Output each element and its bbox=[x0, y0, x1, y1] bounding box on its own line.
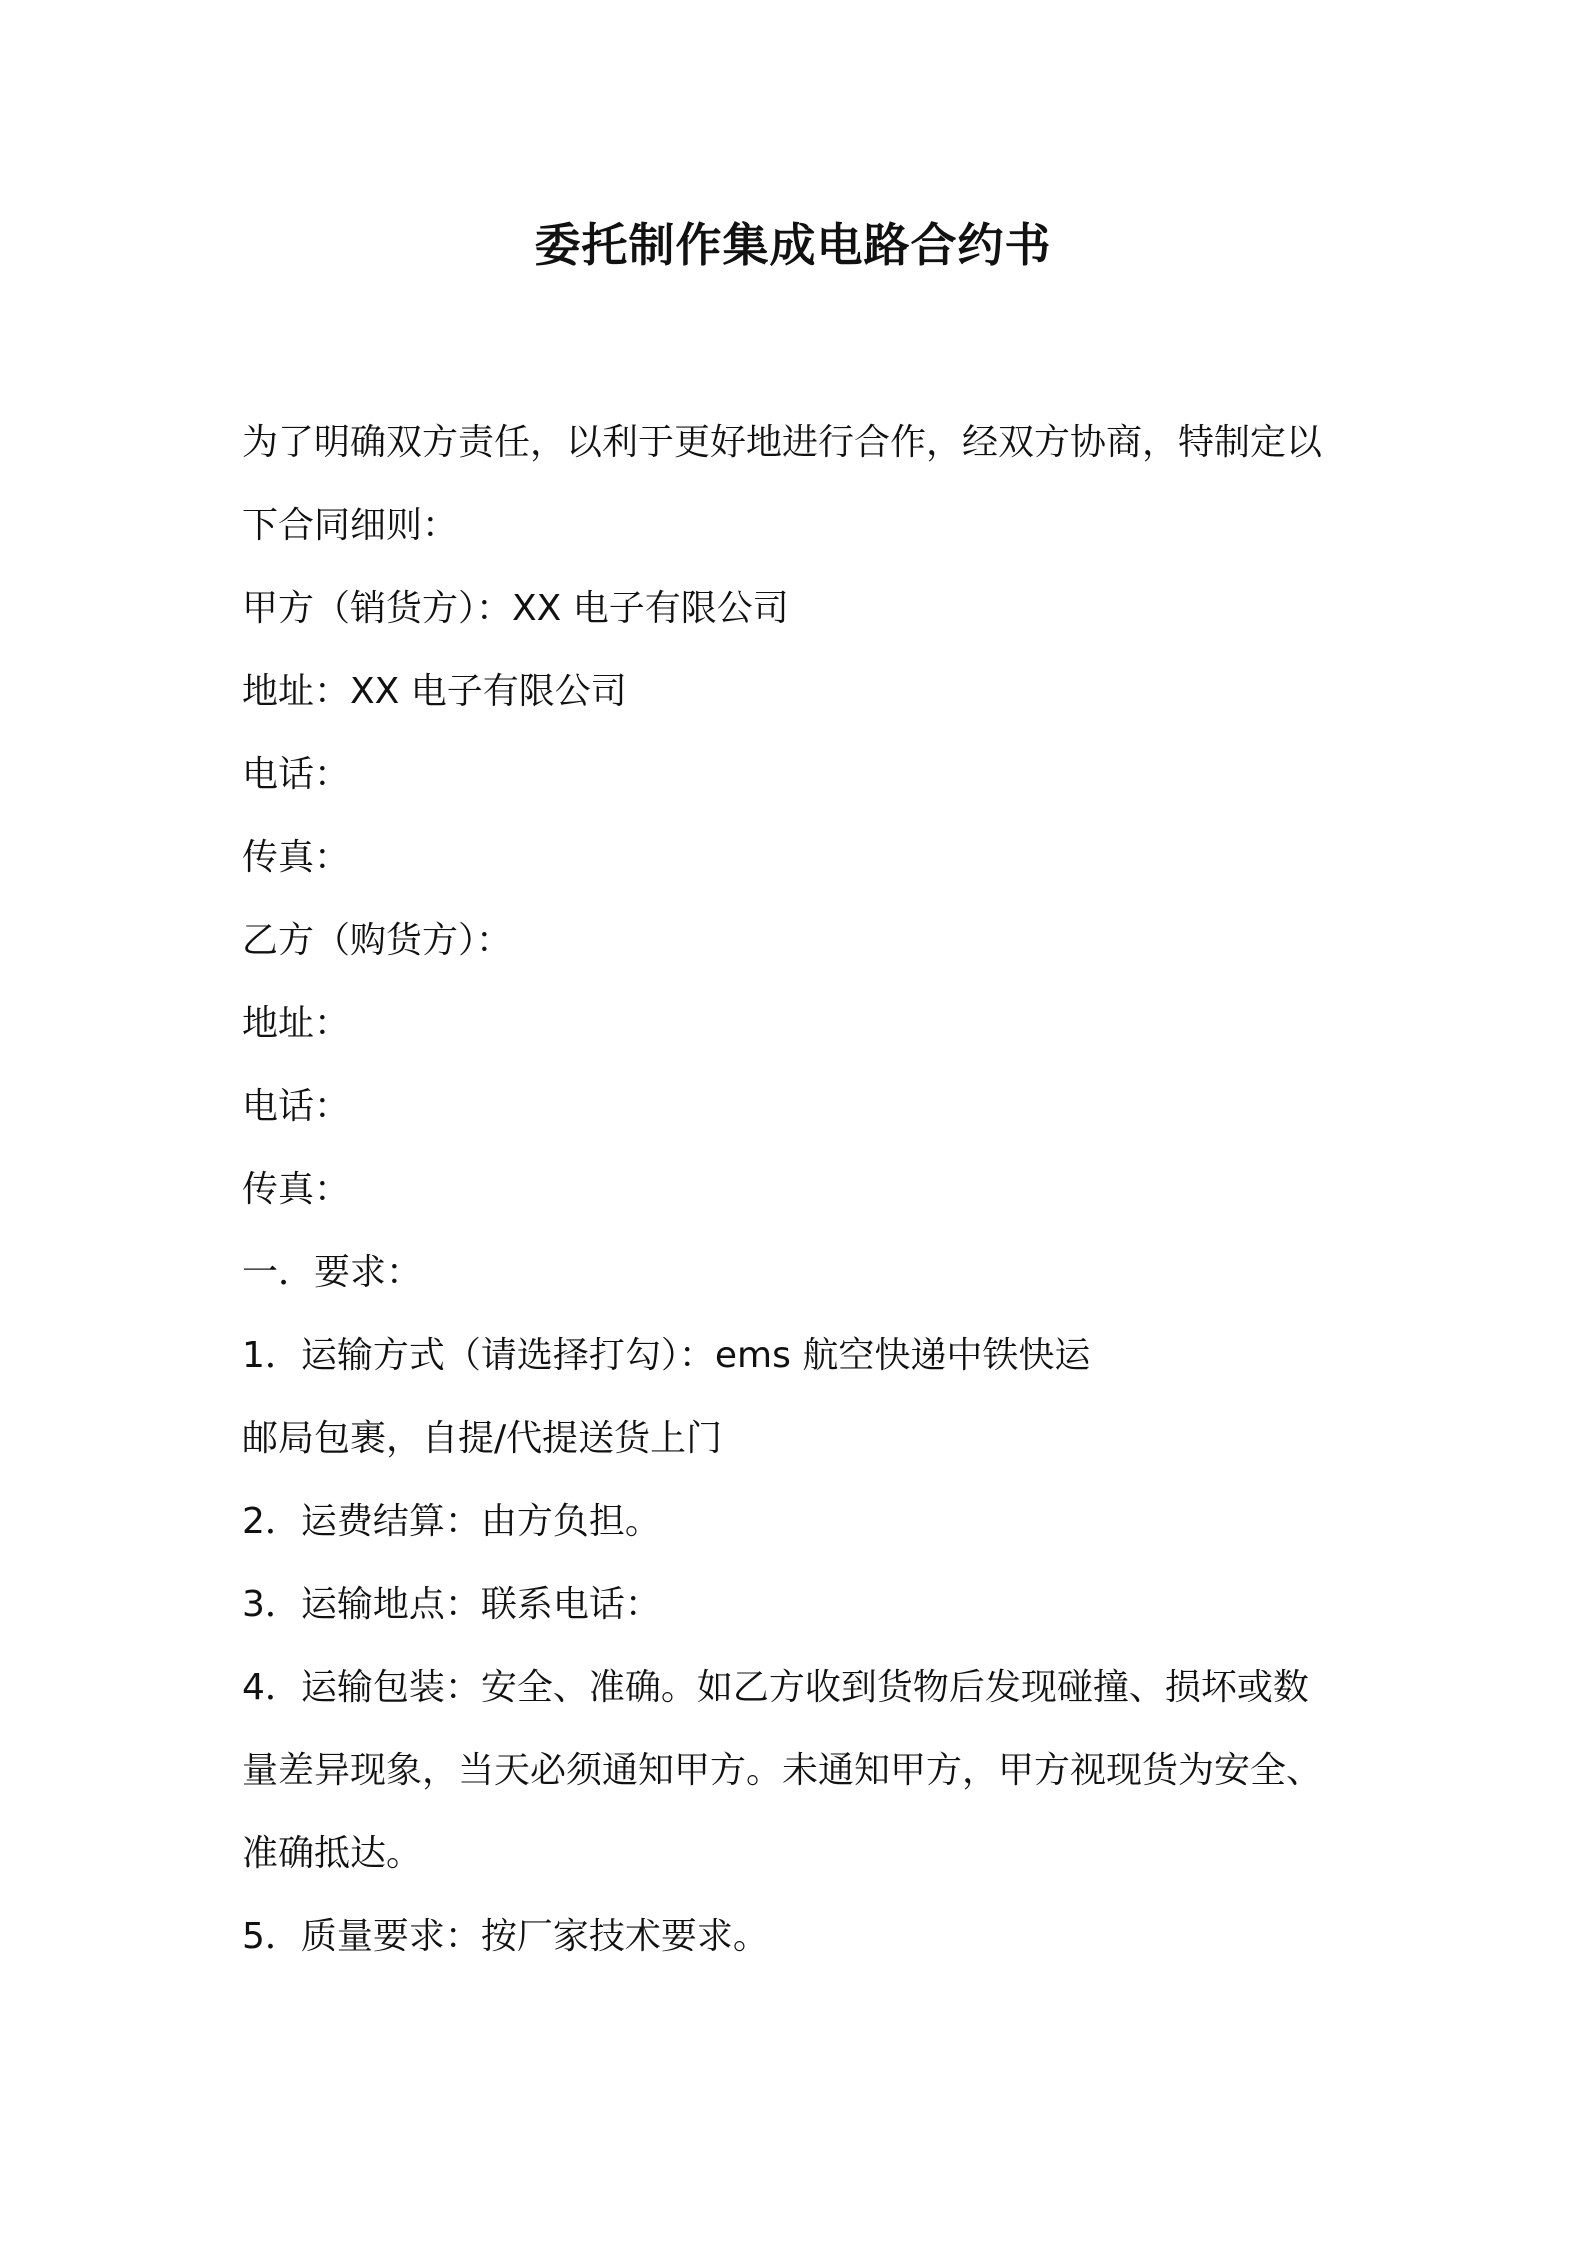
party-a-address: 地址：XX 电子有限公司 bbox=[242, 671, 627, 712]
clause-5: 5．质量要求：按厂家技术要求。 bbox=[242, 1916, 769, 1957]
party-a-name: 甲方（销货方）：XX 电子有限公司 bbox=[242, 588, 789, 629]
party-b-address: 地址： bbox=[242, 1003, 351, 1044]
document-body bbox=[242, 401, 1362, 1978]
intro-line-1: 为了明确双方责任，以利于更好地进行合作，经双方协商，特制定以 bbox=[242, 422, 1323, 463]
clause-4-line-3: 准确抵达。 bbox=[242, 1833, 423, 1874]
clause-3: 3．运输地点：联系电话： bbox=[242, 1584, 661, 1625]
party-b-phone: 电话： bbox=[242, 1086, 351, 1127]
clause-1-line-2: 邮局包裹，自提/代提送货上门 bbox=[242, 1418, 723, 1459]
party-b-fax: 传真： bbox=[242, 1169, 351, 1210]
party-a-fax: 传真： bbox=[242, 837, 351, 878]
intro-line-2: 下合同细则： bbox=[242, 505, 459, 546]
clause-4-line-2: 量差异现象，当天必须通知甲方。未通知甲方，甲方视现货为安全、 bbox=[242, 1750, 1323, 1791]
party-b-name: 乙方（购货方）： bbox=[242, 920, 513, 961]
document-title: 委托制作集成电路合约书 bbox=[534, 218, 1052, 272]
party-a-phone: 电话： bbox=[242, 754, 351, 795]
clause-1-line-1: 1．运输方式（请选择打勾）：ems 航空快递中铁快运 bbox=[242, 1335, 1091, 1376]
clause-2: 2．运费结算：由方负担。 bbox=[242, 1501, 661, 1542]
clause-4-line-1: 4．运输包装：安全、准确。如乙方收到货物后发现碰撞、损坏或数 bbox=[242, 1667, 1309, 1708]
section-heading-requirements: 一．要求： bbox=[242, 1252, 423, 1293]
